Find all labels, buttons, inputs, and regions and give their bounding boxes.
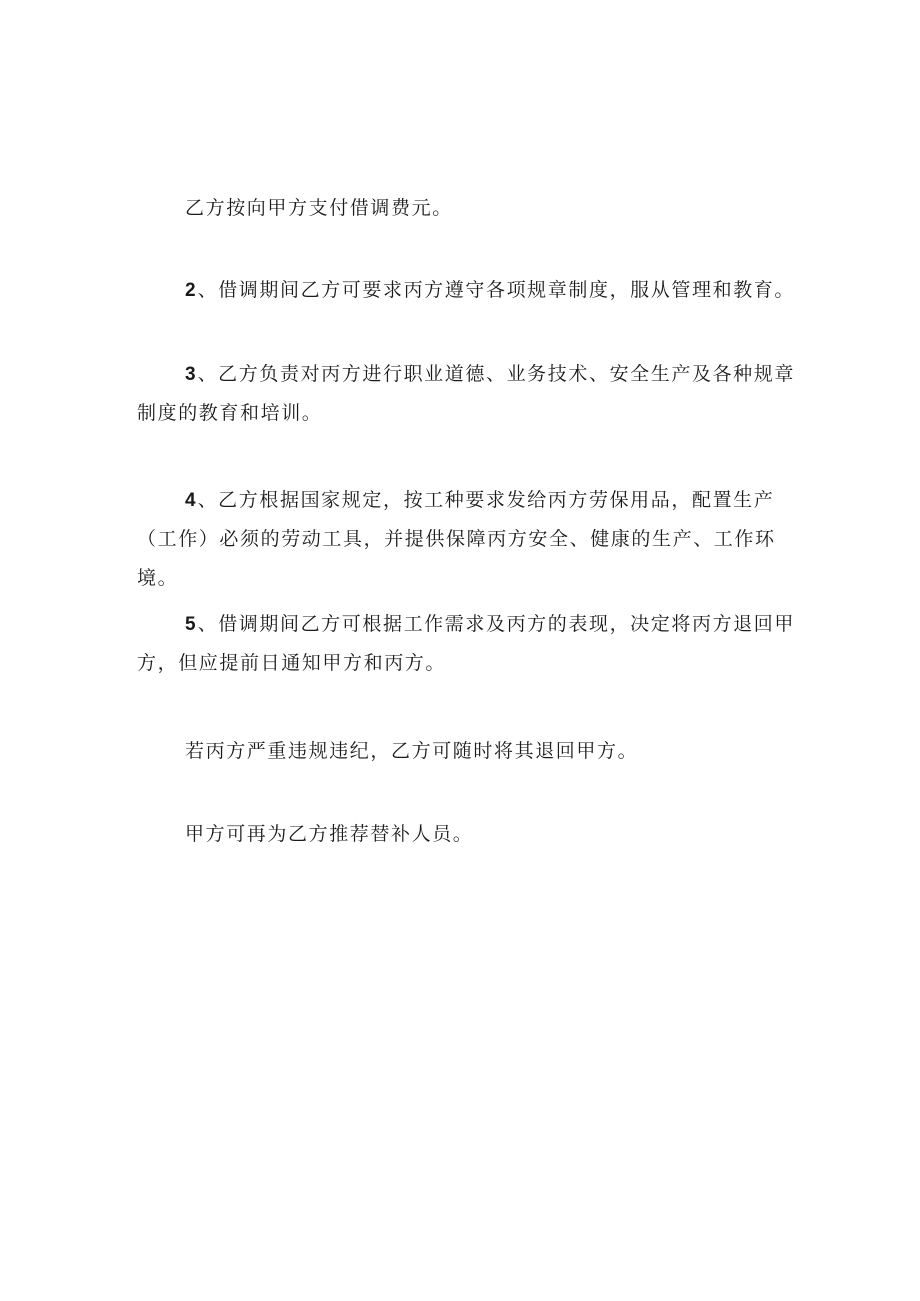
paragraph-text: 若丙方严重违规违纪，乙方可随时将其退回甲方。 [185,740,639,762]
paragraph-text: 甲方可再为乙方推荐替补人员。 [185,823,474,845]
item-number: 2 [185,280,196,301]
paragraph-item-5 [137,605,797,683]
paragraph-text: 、借调期间乙方可根据工作需求及丙方的表现，决定将丙方退回甲方，但应提前日通知甲方和丙方。 [137,613,795,674]
paragraph-replacement [137,815,797,854]
paragraph-text: 、借调期间乙方可要求丙方遵守各项规章制度，服从管理和教育。 [197,279,795,301]
paragraph-text: 、乙方根据国家规定，按工种要求发给丙方劳保用品，配置生产（工作）必须的劳动工具，并提供保障丙方安全、健康的生产、工作环境。 [137,489,776,589]
paragraph-violation [137,732,797,771]
paragraph-text: 、乙方负责对丙方进行职业道德、业务技术、安全生产及各种规章制度的教育和培训。 [137,363,795,424]
item-number: 3 [185,364,196,385]
item-number: 5 [185,614,196,635]
paragraph-item-2 [137,271,797,310]
paragraph-item-3 [137,355,797,433]
paragraph-text: 乙方按向甲方支付借调费元。 [185,197,453,219]
item-number: 4 [185,490,196,511]
paragraph-fee [137,189,797,228]
paragraph-item-4 [137,481,797,598]
